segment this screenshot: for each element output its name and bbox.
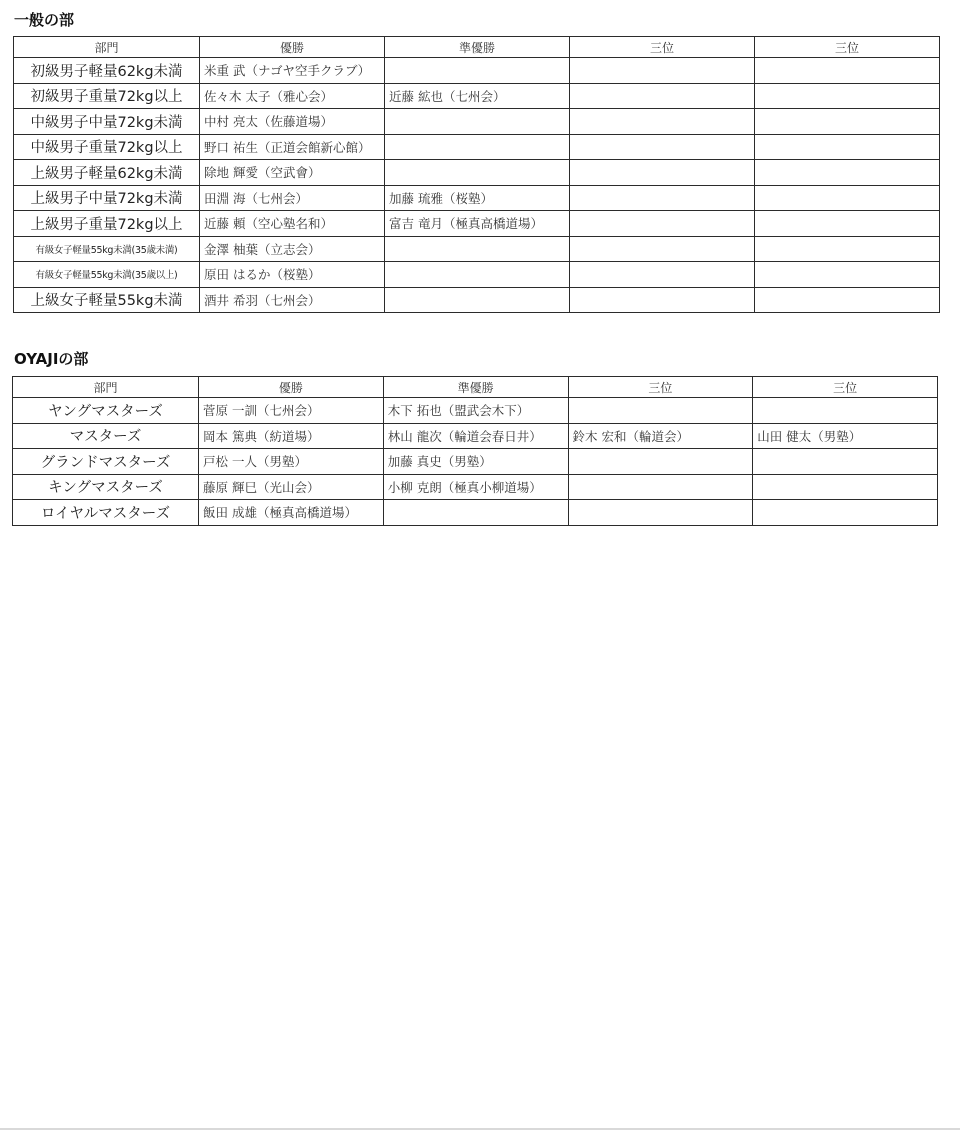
third-place-cell: [755, 109, 940, 135]
table-header-row: [14, 37, 940, 58]
third-place-cell: [755, 134, 940, 160]
table-row: [14, 109, 940, 135]
winner-cell: 戸松 一人（男塾）: [199, 449, 384, 475]
division-cell: 中級男子中量72kg未満: [14, 109, 200, 135]
table-row: [14, 160, 940, 186]
third-place-cell: [755, 262, 940, 288]
third-place-cell: [570, 185, 755, 211]
third-place-cell: [753, 474, 938, 500]
table-header-row: [13, 377, 938, 398]
header-third: 三位: [755, 37, 940, 58]
runner-up-cell: [385, 109, 570, 135]
third-place-cell: [570, 160, 755, 186]
section-title-general: 一般の部: [14, 11, 75, 29]
runner-up-cell: [385, 236, 570, 262]
runner-up-cell: 近藤 絋也（七州会）: [385, 83, 570, 109]
runner-up-cell: 富吉 竜月（極真高橋道場）: [385, 211, 570, 237]
third-place-cell: [568, 449, 753, 475]
header-division: 部門: [13, 377, 199, 398]
division-cell: 有級女子軽量55kg未満(35歳未満): [14, 236, 200, 262]
third-place-cell: [755, 185, 940, 211]
winner-cell: 中村 亮太（佐藤道場）: [200, 109, 385, 135]
runner-up-cell: 加藤 琉雅（桜塾）: [385, 185, 570, 211]
winner-cell: 野口 祐生（正道会館新心館）: [200, 134, 385, 160]
table-row: [14, 185, 940, 211]
division-cell: 上級男子軽量62kg未満: [14, 160, 200, 186]
runner-up-cell: 林山 龍次（輪道会春日井）: [383, 423, 568, 449]
winner-cell: 米重 武（ナゴヤ空手クラブ）: [200, 58, 385, 84]
table-row: [13, 449, 938, 475]
table-row: [14, 58, 940, 84]
third-place-cell: [568, 500, 753, 526]
winner-cell: 田淵 海（七州会）: [200, 185, 385, 211]
winner-cell: 菅原 一訓（七州会）: [199, 398, 384, 424]
winner-cell: 酒井 希羽（七州会）: [200, 287, 385, 313]
winner-cell: 藤原 輝巳（光山会）: [199, 474, 384, 500]
division-cell: 有級女子軽量55kg未満(35歳以上): [14, 262, 200, 288]
section-title-oyaji: OYAJIの部: [14, 350, 89, 368]
header-second: 準優勝: [383, 377, 568, 398]
runner-up-cell: 小柳 克朗（極真小柳道場）: [383, 474, 568, 500]
runner-up-cell: [385, 287, 570, 313]
division-cell: 初級男子重量72kg以上: [14, 83, 200, 109]
table-row: [14, 211, 940, 237]
table-row: [13, 398, 938, 424]
third-place-cell: [753, 500, 938, 526]
division-cell: 上級女子軽量55kg未満: [14, 287, 200, 313]
table-row: [14, 83, 940, 109]
third-place-cell: [753, 449, 938, 475]
header-division: 部門: [14, 37, 200, 58]
runner-up-cell: [385, 134, 570, 160]
header-third: 三位: [753, 377, 938, 398]
third-place-cell: [570, 211, 755, 237]
division-cell: 上級男子重量72kg以上: [14, 211, 200, 237]
division-cell: グランドマスターズ: [13, 449, 199, 475]
division-cell: 初級男子軽量62kg未満: [14, 58, 200, 84]
third-place-cell: [755, 83, 940, 109]
division-cell: 中級男子重量72kg以上: [14, 134, 200, 160]
division-cell: ロイヤルマスターズ: [13, 500, 199, 526]
third-place-cell: [568, 474, 753, 500]
winner-cell: 岡本 篤典（紡道場）: [199, 423, 384, 449]
runner-up-cell: [385, 160, 570, 186]
winner-cell: 原田 はるか（桜塾）: [200, 262, 385, 288]
winner-cell: 金澤 柚葉（立志会）: [200, 236, 385, 262]
third-place-cell: [755, 58, 940, 84]
third-place-cell: [753, 398, 938, 424]
third-place-cell: 鈴木 宏和（輪道会）: [568, 423, 753, 449]
header-third: 三位: [568, 377, 753, 398]
header-third: 三位: [570, 37, 755, 58]
third-place-cell: [755, 287, 940, 313]
table-row: [14, 287, 940, 313]
division-cell: マスターズ: [13, 423, 199, 449]
runner-up-cell: 木下 拓也（盟武会木下）: [383, 398, 568, 424]
table-row: [13, 500, 938, 526]
third-place-cell: [755, 236, 940, 262]
results-table-general: [13, 36, 940, 313]
runner-up-cell: 加藤 真史（男塾）: [383, 449, 568, 475]
table-row: [13, 423, 938, 449]
table-row: [13, 474, 938, 500]
header-second: 準優勝: [385, 37, 570, 58]
third-place-cell: [570, 287, 755, 313]
header-first: 優勝: [199, 377, 384, 398]
table-row: [14, 262, 940, 288]
header-first: 優勝: [200, 37, 385, 58]
third-place-cell: [570, 109, 755, 135]
third-place-cell: [755, 211, 940, 237]
third-place-cell: 山田 健太（男塾）: [753, 423, 938, 449]
table-row: [14, 236, 940, 262]
winner-cell: 佐々木 太子（雅心会）: [200, 83, 385, 109]
table-row: [14, 134, 940, 160]
runner-up-cell: [385, 58, 570, 84]
third-place-cell: [570, 58, 755, 84]
winner-cell: 近藤 頼（空心塾名和）: [200, 211, 385, 237]
third-place-cell: [570, 262, 755, 288]
division-cell: キングマスターズ: [13, 474, 199, 500]
third-place-cell: [570, 236, 755, 262]
winner-cell: 飯田 成雄（極真高橋道場）: [199, 500, 384, 526]
third-place-cell: [570, 83, 755, 109]
runner-up-cell: [385, 262, 570, 288]
results-table-oyaji: [12, 376, 938, 526]
third-place-cell: [755, 160, 940, 186]
scan-edge-line: [0, 1128, 960, 1130]
third-place-cell: [568, 398, 753, 424]
runner-up-cell: [383, 500, 568, 526]
division-cell: ヤングマスターズ: [13, 398, 199, 424]
division-cell: 上級男子中量72kg未満: [14, 185, 200, 211]
winner-cell: 除地 輝愛（空武會）: [200, 160, 385, 186]
third-place-cell: [570, 134, 755, 160]
